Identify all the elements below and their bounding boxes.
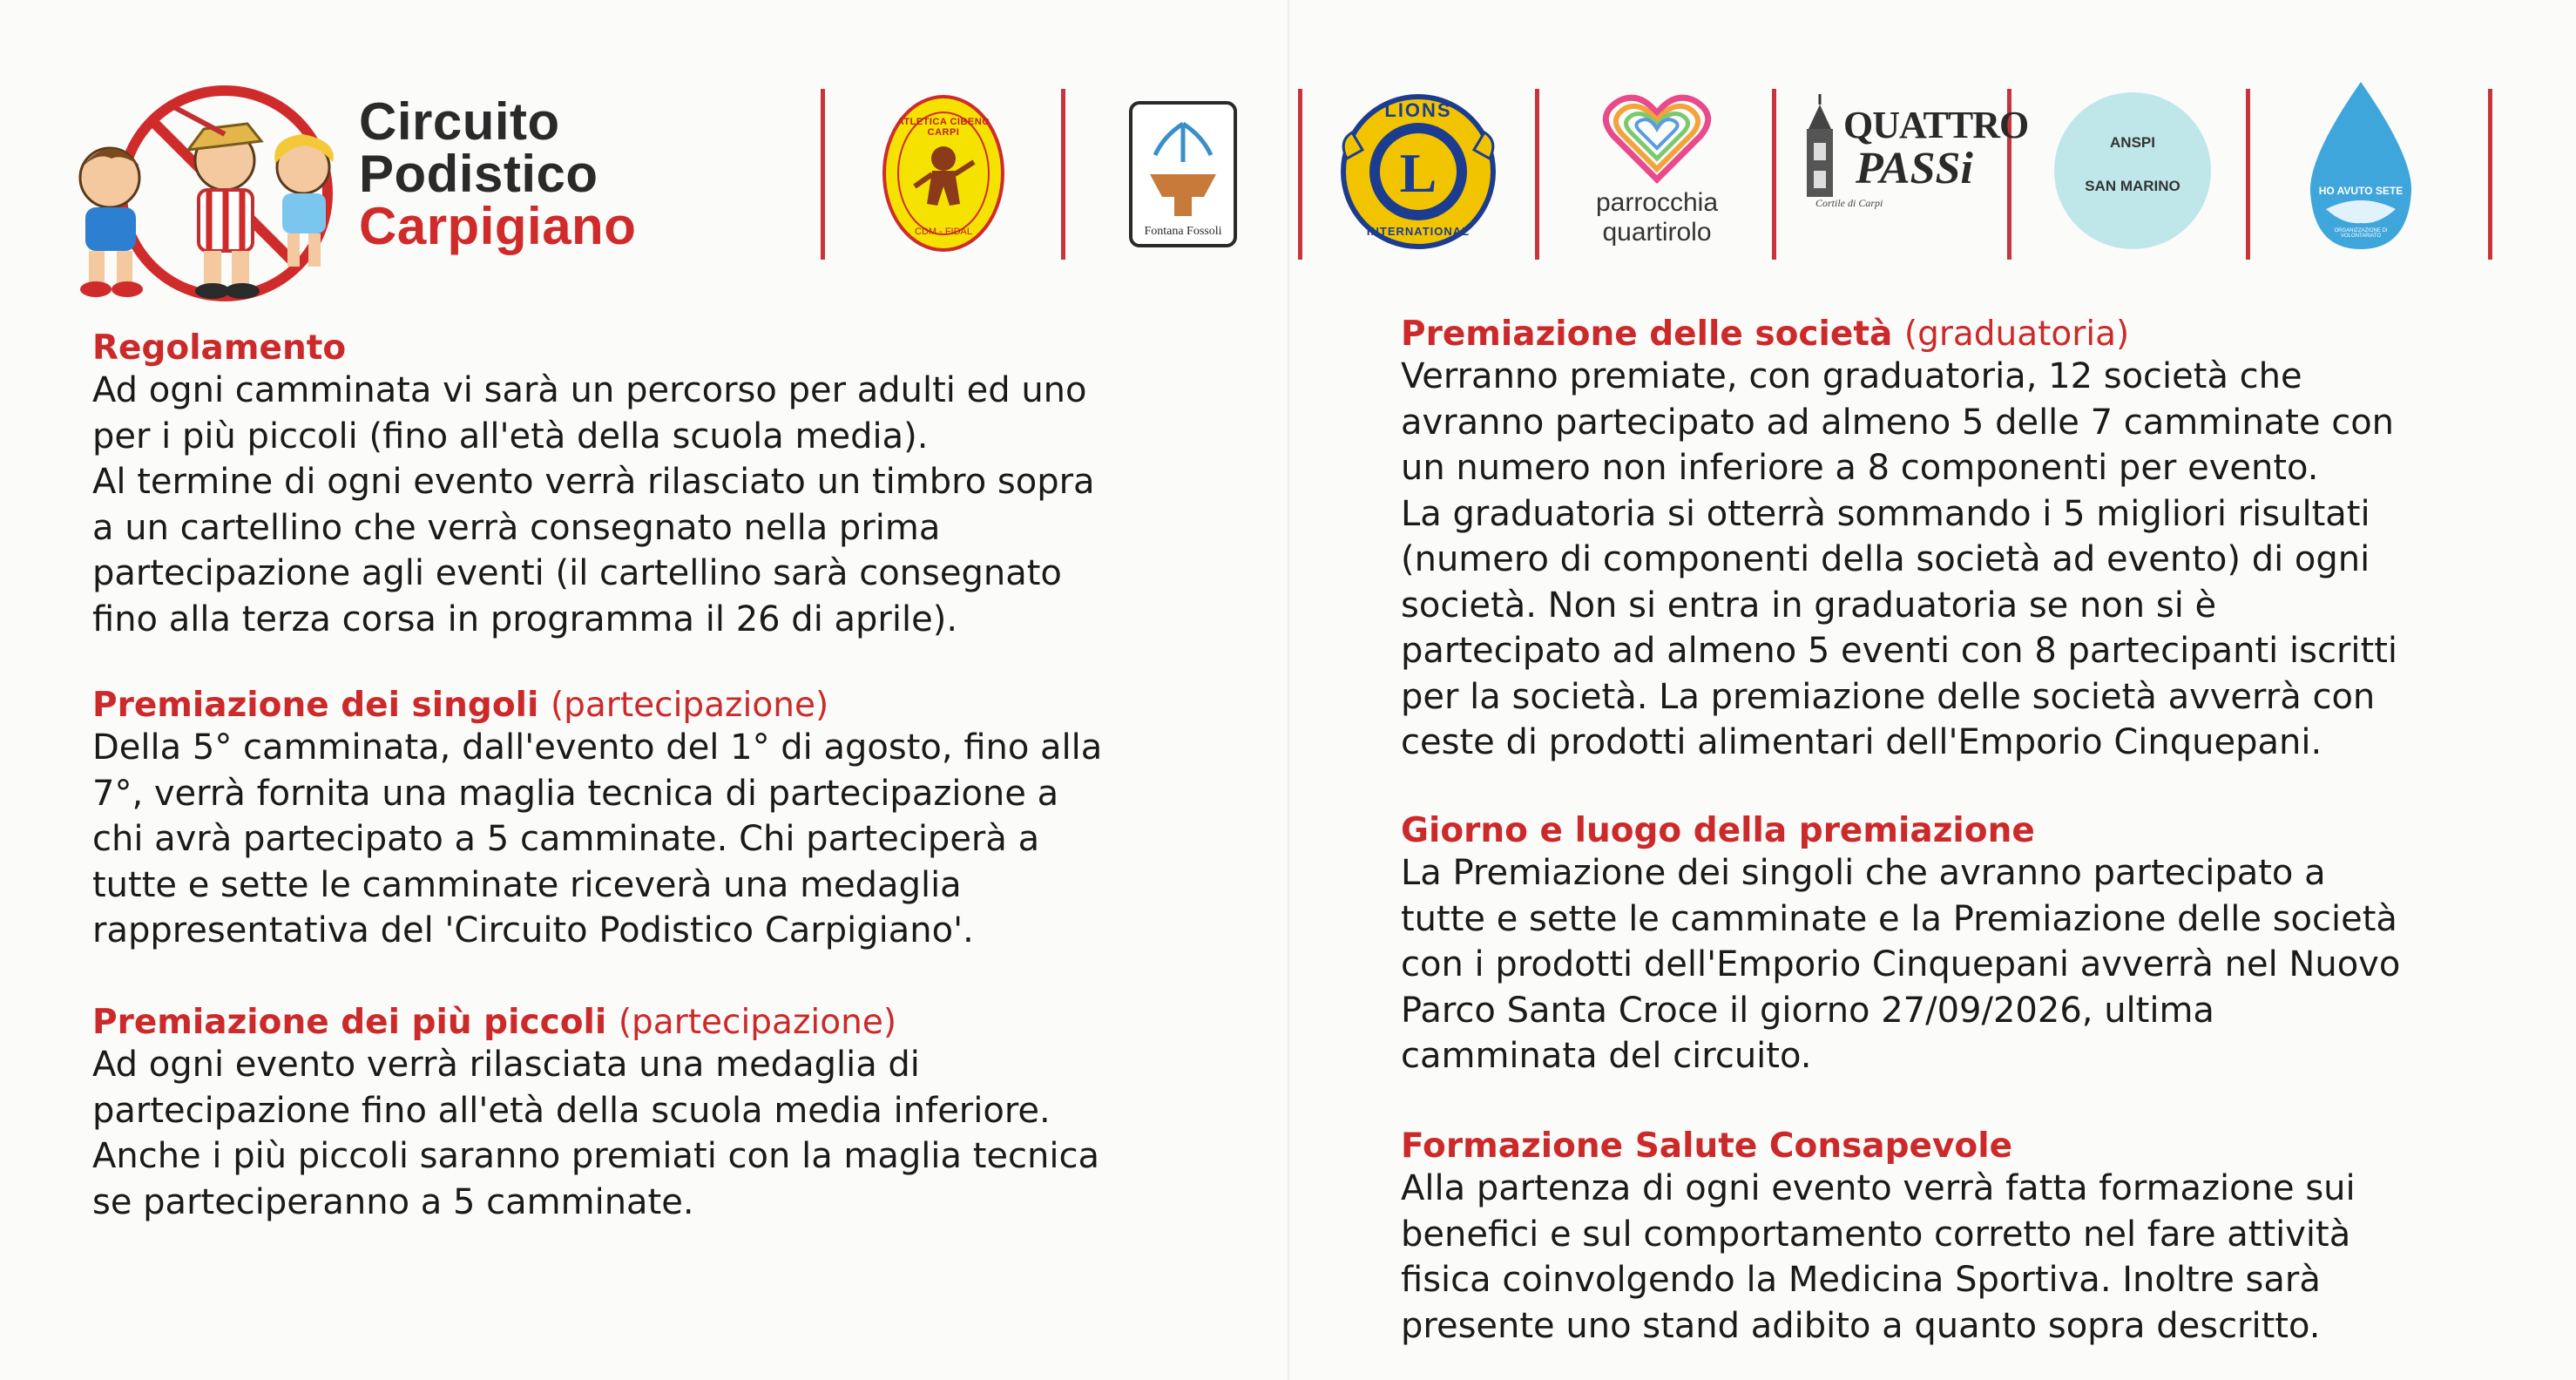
separator: [1298, 89, 1302, 260]
societa-section: [1401, 315, 2551, 766]
quattro-sub: Cortile di Carpi: [1815, 197, 1883, 209]
giorno-heading-text: Giorno e luogo della premiazione: [1401, 811, 2035, 850]
cibeno-text-bottom: CDM - FIDAL: [915, 227, 972, 237]
anspi-line2: SAN MARINO: [2085, 178, 2180, 194]
giorno-heading: [1401, 812, 2551, 850]
giorno-body: La Premiazione dei singoli che avranno partecipato a tutte e sette le camminate e la Premiazione delle società con i prodotti dell'Emporio Cinquepani avverrà nel Nuovo Parco Santa Croce il giorno 27/09/2026, ultima camminata del circuito.: [1401, 853, 2401, 1076]
formazione-heading-text: Formazione Salute Consapevole: [1401, 1126, 2013, 1166]
regolamento-heading: [92, 329, 1207, 368]
separator: [821, 89, 825, 260]
separator: [1061, 89, 1065, 260]
brand-title-line2: Podistico: [359, 145, 598, 203]
atletica-cibeno-logo: [880, 91, 1007, 256]
singoli-heading: [92, 687, 1207, 725]
separator: [2488, 89, 2492, 260]
lions-text-top: LIONS: [1384, 99, 1452, 121]
parrocchia-line1: parrocchia: [1595, 188, 1719, 217]
fontana-fossoli-logo: [1129, 101, 1237, 247]
regolamento-body: Ad ogni camminata vi sarà un percorso per adulti ed uno per i più piccoli (fino all'età della scuola media). Al termine di ogni evento verrà rilasciato un timbro sopra a un cartellino che verrà consegnato nella prima partecipazione agli eventi (il cartellino sarà consegnato fino alla terza corsa in programma il 26 di aprile).: [92, 370, 1095, 639]
fontana-caption: Fontana Fossoli: [1144, 225, 1222, 238]
piccoli-heading-paren: (partecipazione): [618, 1003, 897, 1042]
lions-letter: L: [1399, 142, 1437, 204]
separator: [2246, 89, 2250, 260]
running-children-mascot-icon: [42, 80, 364, 307]
formazione-heading: [1401, 1127, 2551, 1166]
parrocchia-line2: quartirolo: [1602, 218, 1712, 247]
societa-heading: [1401, 315, 2551, 354]
brand-title: [359, 92, 637, 255]
singoli-heading-paren: (partecipazione): [550, 686, 829, 725]
societa-body: Verranno premiate, con graduatoria, 12 società che avranno partecipato ad almeno 5 delle 7 camminate con un numero non inferiore a 8 componenti per evento. La graduatoria si otterrà sommando i 5 migliori risultati (numero di componenti della società ad evento) di ogni società. Non si entra in graduatoria se non si è partecipato ad almeno 5 eventi con 8 partecipanti iscritti per la società. La premiazione delle società avverrà con ceste di prodotti alimentari dell'Emporio Cinquepani.: [1401, 356, 2397, 762]
regolamento-heading-text: Regolamento: [92, 328, 347, 368]
formazione-section: [1401, 1127, 2551, 1349]
regolamento-section: [92, 329, 1207, 642]
piccoli-heading-text: Premiazione dei più piccoli: [92, 1003, 607, 1042]
societa-heading-text: Premiazione delle società: [1401, 315, 1893, 354]
quattro-line1: QUATTRO: [1843, 104, 2029, 146]
anspi-logo: [2052, 91, 2213, 251]
lions-logo: [1333, 89, 1504, 254]
societa-heading-paren: (graduatoria): [1903, 315, 2130, 354]
quattro-line2: PASSi: [1856, 144, 1973, 193]
quattro-passi-logo: [1798, 94, 2029, 216]
parrocchia-quartirolo-logo: [1579, 89, 1735, 254]
singoli-heading-text: Premiazione dei singoli: [92, 686, 539, 725]
page-fold: [1288, 0, 1289, 1380]
piccoli-section: [92, 1004, 1225, 1225]
brand-title-line3: Carpigiano: [359, 197, 637, 255]
separator: [1535, 89, 1539, 260]
separator: [1772, 89, 1776, 260]
ho-avuto-sete-logo: [2300, 78, 2422, 253]
anspi-line1: ANSPI: [2110, 134, 2155, 151]
giorno-section: [1401, 812, 2551, 1079]
sete-line2: ORGANIZZAZIONE DI VOLONTARIATO: [2334, 228, 2388, 239]
cibeno-text-top: ATLETICA CIBENO CARPI: [896, 117, 991, 138]
piccoli-heading: [92, 1004, 1225, 1042]
brand-title-line1: Circuito: [359, 92, 560, 151]
sete-line1: HO AVUTO SETE: [2318, 185, 2404, 197]
piccoli-body: Ad ogni evento verrà rilasciata una medaglia di partecipazione fino all'età della scuola media inferiore. Anche i più piccoli saranno premiati con la maglia tecnica se parteciperanno a 5 camminate.: [92, 1045, 1099, 1222]
formazione-body: Alla partenza di ogni evento verrà fatta formazione sui benefici e sul comportamento corretto nel fare attività fisica coinvolgendo la Medicina Sportiva. Inoltre sarà presente uno stand adibito a quanto sopra descritto.: [1401, 1168, 2356, 1346]
singoli-section: [92, 687, 1207, 954]
lions-text-bottom: INTERNATIONAL: [1366, 225, 1471, 238]
singoli-body: Della 5° camminata, dall'evento del 1° di agosto, fino alla 7°, verrà fornita una maglia tecnica di partecipazione a chi avrà partecipato a 5 camminate. Chi parteciperà a tutte e sette le camminate riceverà una medaglia rappresentativa del 'Circuito Podistico Carpigiano'.: [92, 727, 1103, 950]
